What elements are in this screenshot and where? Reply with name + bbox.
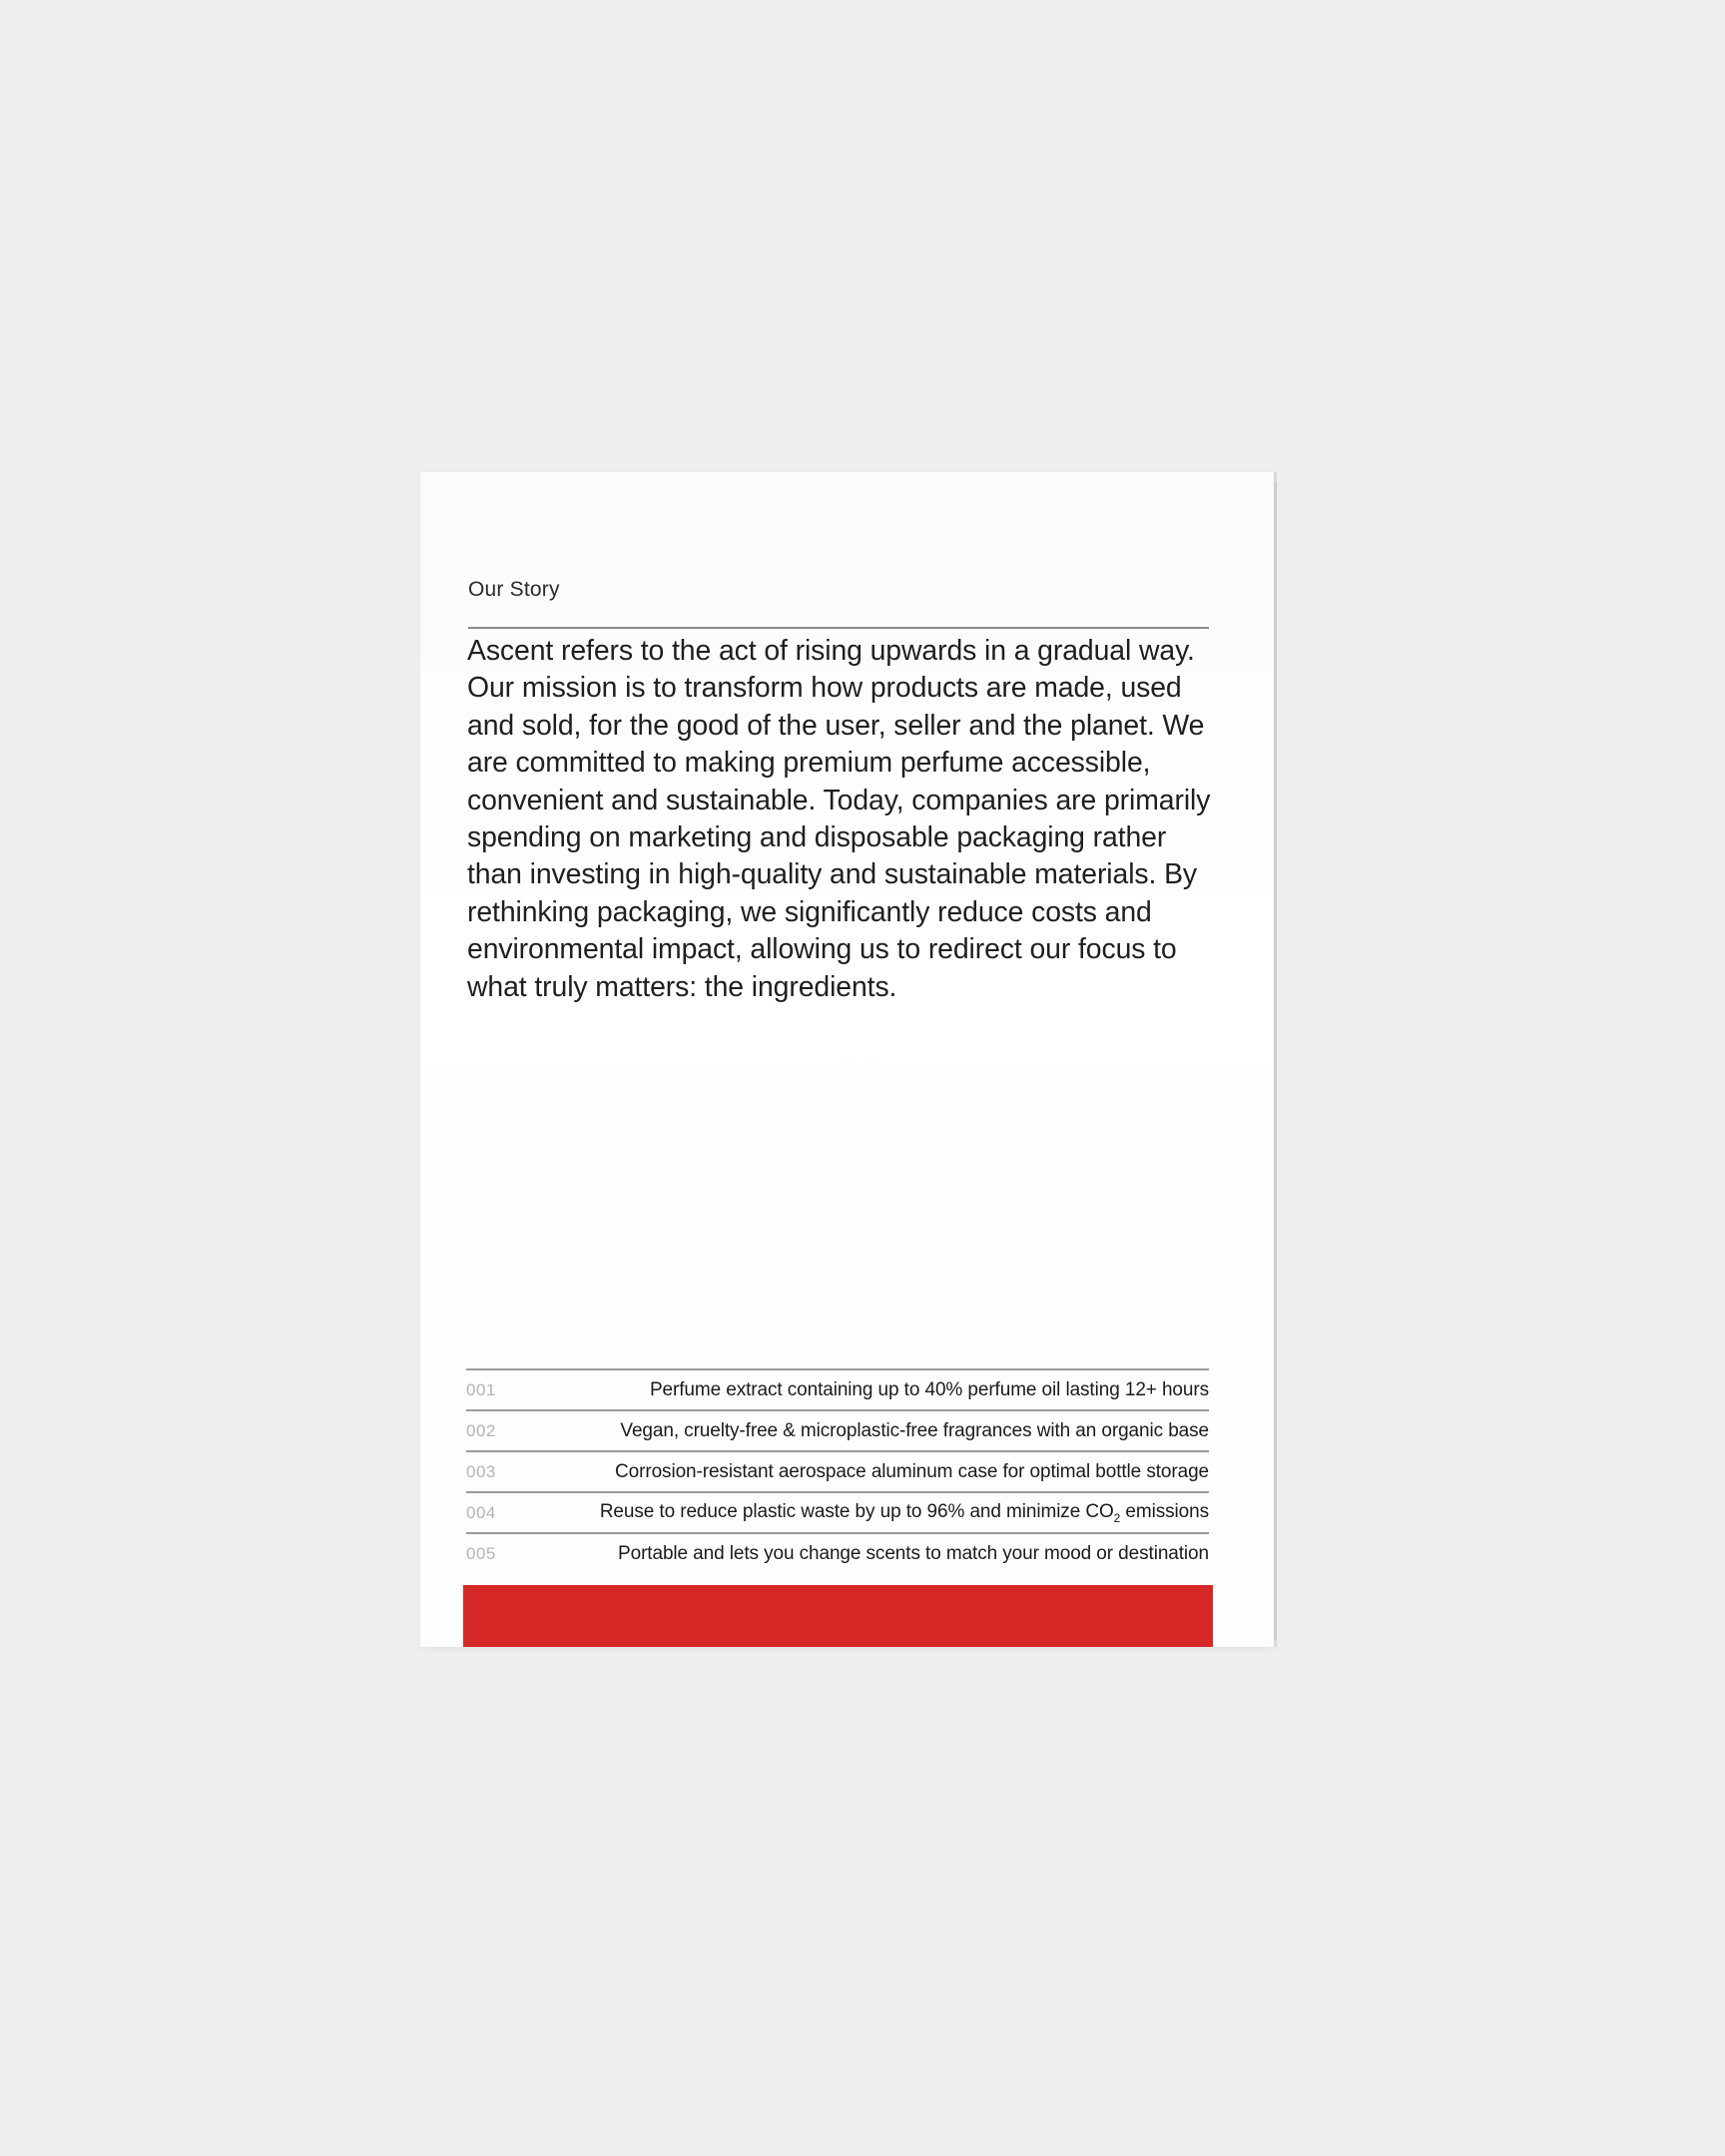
feature-text: Corrosion-resistant aerospace aluminum case for optimal bottle storage [615, 1460, 1209, 1482]
feature-number: 004 [466, 1502, 496, 1522]
feature-list [466, 1368, 1209, 1573]
feature-text [600, 1501, 1209, 1525]
divider [468, 627, 1209, 629]
feature-number: 003 [466, 1461, 496, 1481]
feature-text-start: Reuse to reduce plastic waste by up to 96% and minimize CO [599, 1500, 1114, 1522]
feature-row [466, 1450, 1209, 1491]
feature-text-end: emissions [1120, 1500, 1209, 1522]
feature-number: 005 [466, 1543, 496, 1563]
feature-text: Vegan, cruelty-free & microplastic-free fragrances with an organic base [620, 1419, 1209, 1441]
feature-row [466, 1368, 1209, 1409]
red-color-band [463, 1585, 1213, 1647]
co2-subscript: 2 [1113, 1510, 1121, 1525]
feature-text: Portable and lets you change scents to match your mood or destination [618, 1542, 1209, 1564]
feature-row [466, 1532, 1209, 1573]
section-label: Our Story [468, 578, 560, 601]
feature-text: Perfume extract containing up to 40% perfume oil lasting 12+ hours [649, 1378, 1209, 1400]
feature-number: 002 [466, 1420, 496, 1440]
feature-row [466, 1409, 1209, 1450]
feature-number: 001 [466, 1379, 496, 1399]
story-paragraph: Ascent refers to the act of rising upwards in a gradual way. Our mission is to transform how products are made, used and sold, for the good of the user, seller and the planet. We are committed to making premium perfume accessible, convenient and sustainable. Today, companies are primarily spending on marketing and disposable packaging rather than investing in high-quality and sustainable materials. By rethinking packaging, we significantly reduce costs and environmental impact, allowing us to redirect our focus to what truly matters: the ingredients. [467, 635, 1211, 1003]
feature-row [466, 1491, 1209, 1532]
package-back-panel [420, 472, 1274, 1647]
